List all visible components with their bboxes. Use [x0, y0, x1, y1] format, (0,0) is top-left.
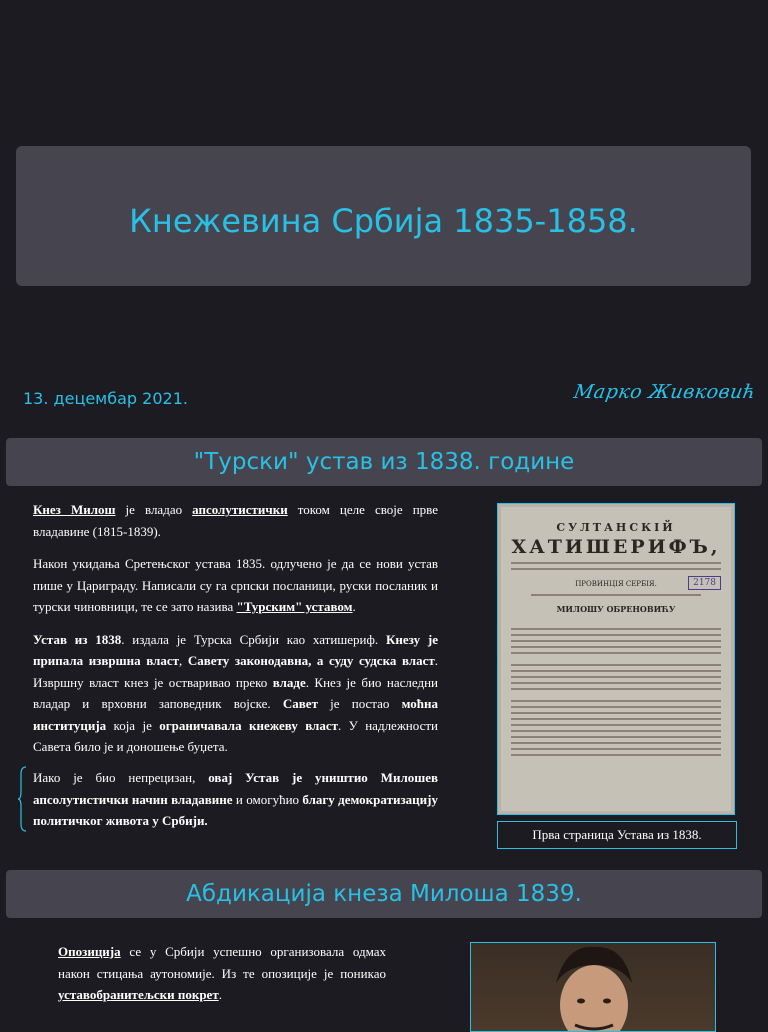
doc-heading-4: МИЛОШУ ОБРЕНОВИЋУ: [556, 604, 676, 614]
section-heading-abdication: Абдикација кнеза Милоша 1839.: [6, 870, 762, 918]
paragraph-3: Устав из 1838. издала је Турска Србији као хатишериф. Кнезу је припала извршна власт, Савету законодавна, а суду судска власт. Извршну власт кнез је остваривао преко владе. Кнез је био наследни владар и врховни заповедник војске. Савет је постао моћна институција која је ограничавала кнежеву власт. У надлежности Савета било је и доношење буџета.: [33, 631, 439, 754]
constitution-page-image: [497, 503, 735, 815]
section-heading-turkish-constitution: "Турски" устав из 1838. године: [6, 438, 762, 486]
brace-icon: [17, 766, 27, 832]
portrait-figure: [471, 943, 716, 1032]
section1-summary: [33, 767, 438, 843]
section1-body: [33, 499, 438, 769]
doc-heading-3: ПРОВИНЦІЯ СЕРБІЯ.: [575, 580, 657, 588]
image-caption: Прва страница Устава из 1838.: [497, 821, 737, 849]
paragraph-1: Кнез Милош је владао апсолутистички током целе своје прве владавине (1815-1839).: [33, 502, 438, 539]
doc-stamp: 2178: [688, 576, 721, 590]
doc-heading-1: СУЛТАНСКІЙ: [556, 521, 676, 534]
doc-heading-2: ХАТИШЕРИФЪ,: [511, 536, 721, 558]
paragraph-2: Након укидања Сретењског устава 1835. одлучено је да се нови устав пише у Цариграду. Написали су га српски посланици, руски посланик и турски чиновници, те се зато назива "Турским" уставом.: [33, 556, 438, 614]
paragraph-5: Опозиција се у Србији успешно организовала одмах након стицања аутономије. Из те опозиције је поникао уставобранитељски покрет.: [58, 944, 386, 1002]
page-title: Кнежевина Србија 1835-1858.: [129, 202, 638, 240]
author-signature: Марко Живковић: [572, 381, 758, 403]
date: 13. децембар 2021.: [23, 389, 188, 408]
title-box: [16, 146, 751, 286]
paragraph-4: Иако је био непрецизан, овај Устав је уништио Милошев апсолутистички начин владавине и омогућио благу демократизацију политичког живота у Србији.: [33, 770, 438, 828]
section2-body: [58, 941, 386, 1017]
portrait-image: [470, 942, 716, 1032]
